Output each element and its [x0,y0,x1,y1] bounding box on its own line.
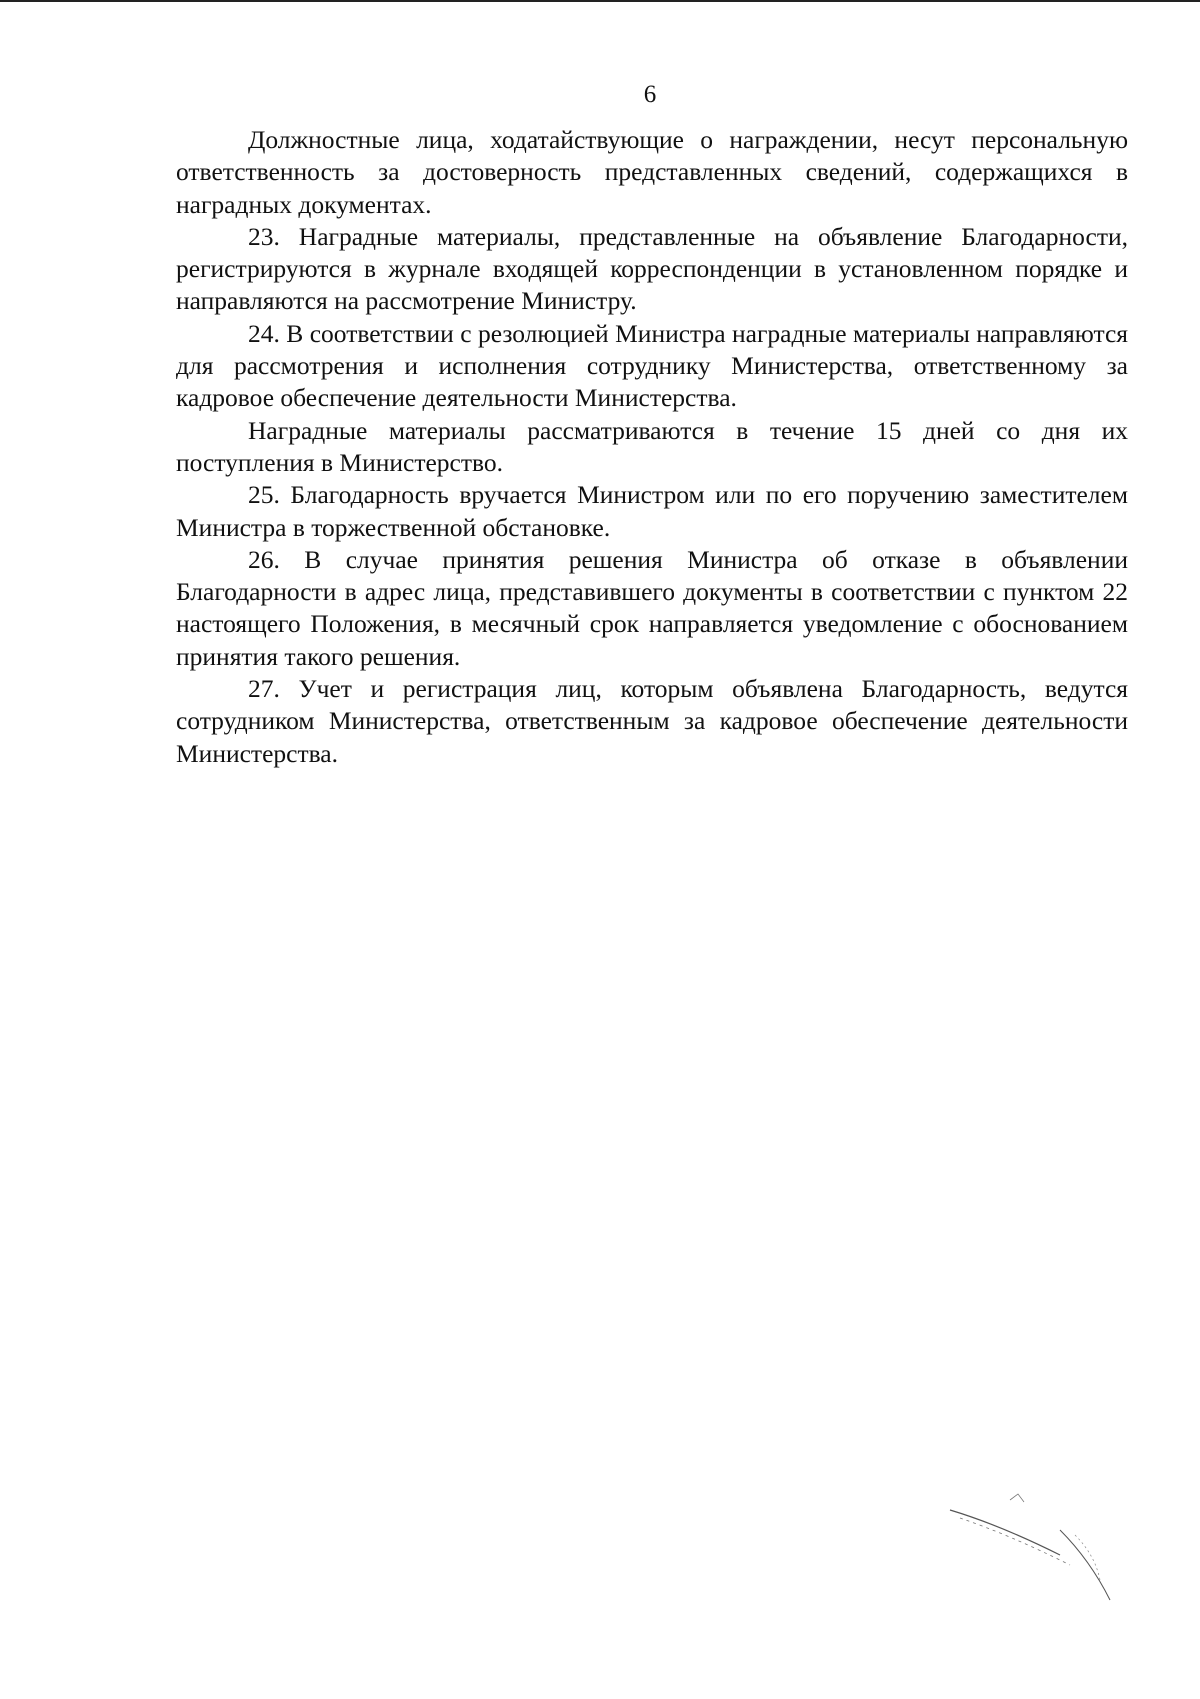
paragraph-23: 23. Наградные материалы, представленные на объявление Благодарности, регистрируются в журнале входящей корреспонденции в установленном порядке и направляются на рассмотрение Министру. [176,221,1128,316]
scan-border [0,0,1200,2]
paragraph-review-period: Наградные материалы рассматриваются в течение 15 дней со дня их поступления в Министерство. [176,415,1128,477]
paragraph-24: 24. В соответствии с резолюцией Министра наградные материалы направляются для рассмотрения и исполнения сотруднику Министерства, ответственному за кадровое обеспечение деятельности Министерства. [176,318,1128,413]
pen-stroke-mark [940,1490,1140,1610]
paragraph-responsibility: Должностные лица, ходатайствующие о награждении, несут персональную ответственность за достоверность представленных сведений, содержащихся в наградных документах. [176,125,1128,219]
paragraph-27: 27. Учет и регистрация лиц, которым объявлена Благодарность, ведутся сотрудником Министерства, ответственным за кадровое обеспечение деятельности Министерства. [176,674,1128,768]
paragraph-26: 26. В случае принятия решения Министра об отказе в объявлении Благодарности в адрес лица, представившего документы в соответствии с пунктом 22 настоящего Положения, в месячный срок направляется уведомление с обоснованием принятия такого решения. [176,544,1128,671]
paragraph-25: 25. Благодарность вручается Министром или по его поручению заместителем Министра в торжественной обстановке. [176,480,1128,542]
document-body [176,124,1128,770]
page-number: 6 [643,81,657,108]
